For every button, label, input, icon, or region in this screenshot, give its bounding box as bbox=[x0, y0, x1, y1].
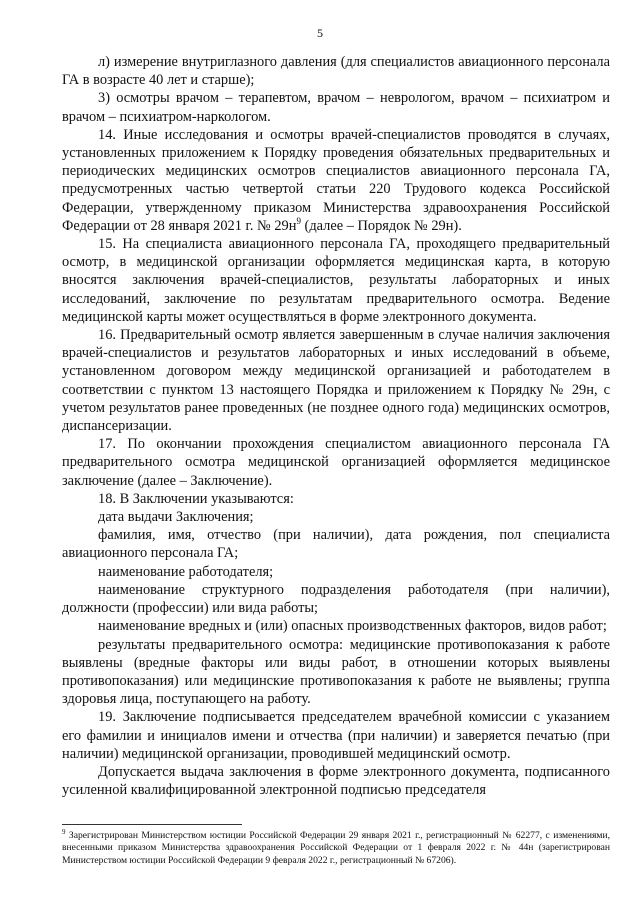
conclusion-field-hazards: наименование вредных и (или) опасных производственных факторов, видов работ; bbox=[98, 618, 607, 635]
conclusion-field-results: результаты предварительного осмотра: медицинские противопоказания к работе выявлены (вредные факторы или виды работ, в отношении которых выявлены противопоказания) или медицинские противопоказания к работе не выявлены; группа здоровья лица, поступающего на работу. bbox=[62, 636, 610, 708]
paragraph-14 bbox=[62, 126, 610, 235]
paragraph-17: 17. По окончании прохождения специалистом авиационного персонала ГА предварительного осмотра медицинской организацией оформляется медицинское заключение (далее – Заключение). bbox=[62, 436, 610, 489]
paragraph-14-text: 14. Иные исследования и осмотры врачей-специалистов проводятся в случаях, установленных приложением к Порядку проведения обязательных предварительных и периодических медицинских осмотров специалистов авиационного персонала ГА, предусмотренных частью четвертой статьи 220 Трудового кодекса Российской Федерации, утвержденному приказом Министерства здравоохранения Российской Федерации от 28 января 2021 г. № 29н bbox=[62, 126, 610, 234]
paragraph-14-tail: (далее – Порядок № 29н). bbox=[300, 217, 462, 234]
paragraph-item-3: 3) осмотры врачом – терапевтом, врачом – неврологом, врачом – психиатром и врачом – психиатром-наркологом. bbox=[62, 90, 610, 125]
page-number: 5 bbox=[317, 26, 323, 40]
paragraph-15: 15. На специалиста авиационного персонала ГА, проходящего предварительный осмотр, в медицинской организации оформляется медицинская карта, в которую вносятся заключения врачей-специалистов, результаты лабораторных и иных исследований, заключение по результатам предварительного осмотра. Ведение медицинской карты может осуществляться в форме электронного документа. bbox=[62, 236, 610, 325]
footnote-text: Зарегистрирован Министерством юстиции Российской Федерации 29 января 2021 г., регистрационный № 62277, с изменениями, внесенными приказом Министерства здравоохранения Российской Федерации от 1 февраля 2022 г. № 44н (зарегистрирован Министерством юстиции Российской Федерации 9 февраля 2022 г., регистрационный № 67206). bbox=[62, 830, 610, 866]
paragraph-18: 18. В Заключении указываются: bbox=[98, 490, 294, 507]
footnote bbox=[62, 827, 610, 867]
paragraph-item-l: л) измерение внутриглазного давления (для специалистов авиационного персонала ГА в возрасте 40 лет и старше); bbox=[62, 54, 610, 89]
footnote-divider bbox=[62, 824, 242, 825]
paragraph-19: 19. Заключение подписывается председателем врачебной комиссии с указанием его фамилии и инициалов имени и отчества (при наличии) и заверяется печатью (при наличии) медицинской организации, проводившей медицинский осмотр. bbox=[62, 709, 610, 762]
conclusion-field-date: дата выдачи Заключения; bbox=[98, 509, 254, 526]
conclusion-field-name: фамилия, имя, отчество (при наличии), дата рождения, пол специалиста авиационного персонала ГА; bbox=[62, 527, 610, 562]
paragraph-16: 16. Предварительный осмотр является завершенным в случае наличия заключения врачей-специалистов и результатов лабораторных и иных исследований в объеме, установленном договором между медицинской организацией и работодателем в соответствии с пунктом 13 настоящего Порядка и приложением к Порядку № 29н, с учетом результатов ранее проведенных (не позднее одного года) медицинских осмотров, диспансеризации. bbox=[62, 327, 610, 435]
footnote-mark: 9 bbox=[62, 827, 66, 836]
footnote-reference: 9 bbox=[296, 216, 301, 227]
conclusion-field-employer: наименование работодателя; bbox=[98, 563, 274, 580]
conclusion-field-department: наименование структурного подразделения работодателя (при наличии), должности (профессии) или вида работы; bbox=[62, 581, 610, 617]
paragraph-electronic: Допускается выдача заключения в форме электронного документа, подписанного усиленной квалифицированной электронной подписью председателя bbox=[62, 763, 610, 799]
document-body bbox=[62, 53, 610, 799]
